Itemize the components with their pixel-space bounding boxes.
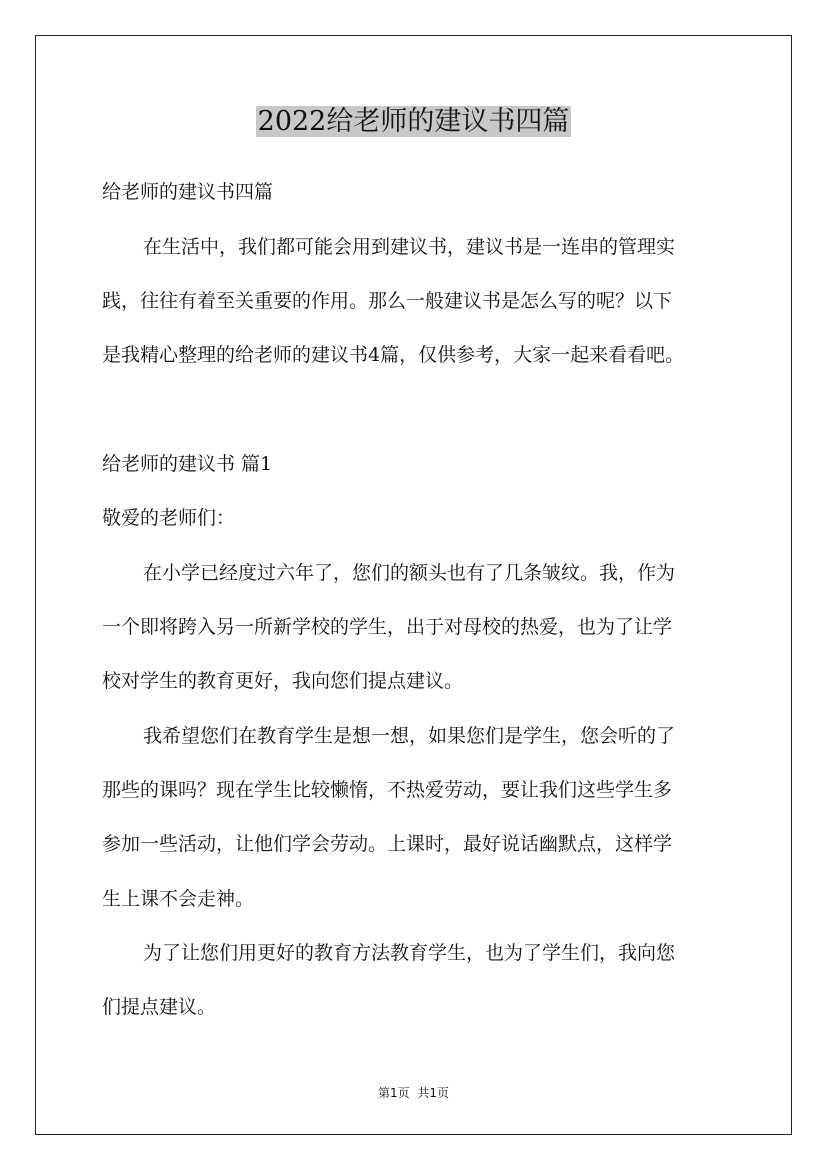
paragraph-3-line-1: 为了让您们用更好的教育方法教育学生，也为了学生们，我向您 [143,942,676,964]
paragraph-2-line-4: 生上课不会走神。 [102,888,255,910]
intro-paragraph-line-3: 是我精心整理的给老师的建议书4篇，仅供参考，大家一起来看看吧。 [102,344,685,366]
salutation: 敬爱的老师们： [102,507,236,529]
paragraph-1-line-3: 校对学生的教育更好，我向您们提点建议。 [102,670,464,692]
paragraph-2-line-2: 那些的课吗？现在学生比较懒惰，不热爱劳动，要让我们这些学生多 [102,779,673,801]
paragraph-2-line-3: 参加一些活动，让他们学会劳动。上课时，最好说话幽默点，这样学 [102,833,673,855]
document-title: 2022给老师的建议书四篇 [257,106,570,137]
page-footer [0,1084,827,1101]
page-total: 共1页 [417,1086,450,1100]
paragraph-2-line-1: 我希望您们在教育学生是想一想，如果您们是学生，您会听的了 [143,725,676,747]
paragraph-1-line-2: 一个即将跨入另一所新学校的学生，出于对母校的热爱，也为了让学 [102,616,673,638]
page-number: 第1页 [377,1086,410,1100]
paragraph-3-line-2: 们提点建议。 [102,996,217,1018]
subtitle-line: 给老师的建议书四篇 [102,181,274,203]
intro-paragraph-line-1: 在生活中，我们都可能会用到建议书，建议书是一连串的管理实 [143,236,676,258]
section-heading: 给老师的建议书 篇1 [102,453,273,475]
paragraph-1-line-1: 在小学已经度过六年了，您们的额头也有了几条皱纹。我，作为 [143,562,676,584]
intro-paragraph-line-2: 践，往往有着至关重要的作用。那么一般建议书是怎么写的呢？以下 [102,290,673,312]
